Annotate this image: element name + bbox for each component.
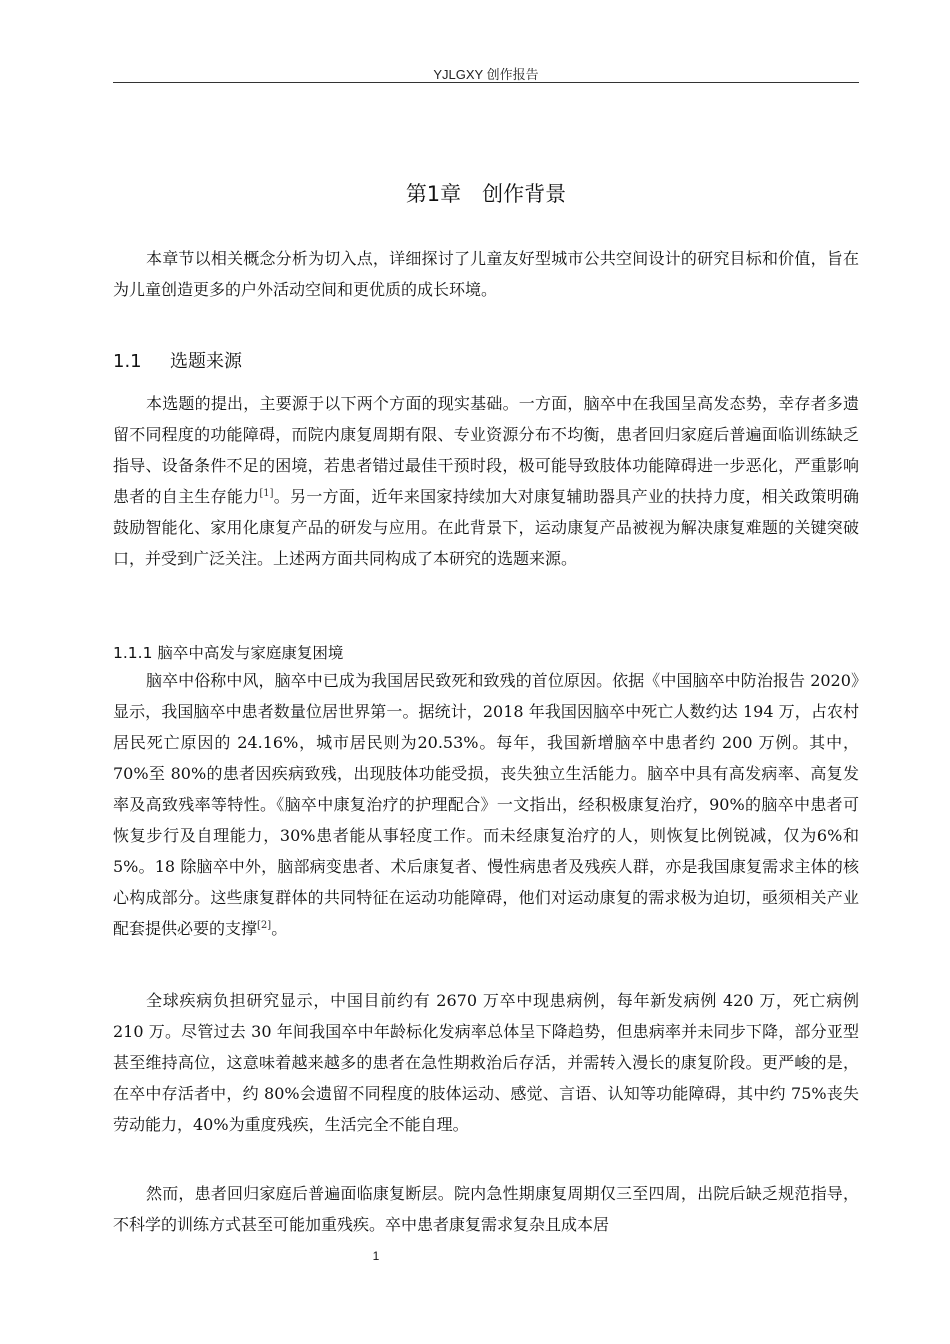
section-paragraph <box>113 388 859 574</box>
subsection-paragraph-1-text: 脑卒中俗称中风，脑卒中已成为我国居民致死和致残的首位原因。依据《中国脑卒中防治报告 2020》显示，我国脑卒中患者数量位居世界第一。据统计，2018 年我国因脑卒中死亡人数约达 194 万，占农村居民死亡原因的 24.16%，城市居民则为20.53%。每年，我国新增脑卒中患者约 200 万例。其中，70%至 80%的患者因疾病致残，出现肢体功能受损，丧失独立生活能力。脑卒中具有高发病率、高复发率及高致残率等特性。《脑卒中康复治疗的护理配合》一文指出，经积极康复治疗，90%的脑卒中患者可恢复步行及自理能力，30%患者能从事轻度工作。而未经康复治疗的人，则恢复比例锐减，仅为6%和 5%。18 除脑卒中外，脑部病变患者、术后康复者、慢性病患者及残疾人群，亦是我国康复需求主体的核心构成部分。这些康复群体的共同特征在运动功能障碍，他们对运动康复的需求极为迫切，亟须相关产业配套提供必要的支撑 <box>113 671 859 938</box>
subsection-title: 脑卒中高发与家庭康复困境 <box>157 644 344 662</box>
page-number: 1 <box>372 1249 380 1263</box>
section-title: 选题来源 <box>170 351 242 372</box>
running-header: YJLGXY 创作报告 <box>433 67 539 82</box>
section-number: 1.1 <box>113 351 142 372</box>
subsection-heading <box>113 641 343 663</box>
section-paragraph-text-end: 。另一方面，近年来国家持续加大对康复辅助器具产业的扶持力度，相关政策明确鼓励智能化、家用化康复产品的研发与应用。在此背景下，运动康复产品被视为解决康复难题的关键突破口，并受到广泛关注。上述两方面共同构成了本研究的选题来源。 <box>113 487 859 568</box>
subsection-paragraph-1-text-end: 。 <box>271 919 288 938</box>
chapter-title: 第1章 创作背景 <box>405 182 567 206</box>
subsection-paragraph-1 <box>113 665 859 944</box>
section-paragraph-text: 本选题的提出，主要源于以下两个方面的现实基础。一方面，脑卒中在我国呈高发态势，幸存者多遗留不同程度的功能障碍，而院内康复周期有限、专业资源分布不均衡，患者回归家庭后普遍面临训练缺乏指导、设备条件不足的困境，若患者错过最佳干预时段，极可能导致肢体功能障碍进一步恶化，严重影响患者的自主生存能力 <box>113 394 859 506</box>
section-heading <box>113 347 242 373</box>
intro-paragraph: 本章节以相关概念分析为切入点，详细探讨了儿童友好型城市公共空间设计的研究目标和价值，旨在为儿童创造更多的户外活动空间和更优质的成长环境。 <box>113 249 859 299</box>
header-divider <box>113 82 859 83</box>
citation-ref-1: [1] <box>259 488 274 499</box>
subsection-number: 1.1.1 <box>113 644 153 662</box>
subsection-paragraph-3: 然而，患者回归家庭后普遍面临康复断层。院内急性期康复周期仅三至四周，出院后缺乏规范指导，不科学的训练方式甚至可能加重残疾。卒中患者康复需求复杂且成本居 <box>113 1184 859 1234</box>
citation-ref-2: [2] <box>257 920 272 931</box>
subsection-paragraph-2: 全球疾病负担研究显示，中国目前约有 2670 万卒中现患病例，每年新发病例 420 万，死亡病例 210 万。尽管过去 30 年间我国卒中年龄标化发病率总体呈下降趋势，但患病率并未同步下降，部分亚型甚至维持高位，这意味着越来越多的患者在急性期救治后存活，并需转入漫长的康复阶段。更严峻的是，在卒中存活者中，约 80%会遗留不同程度的肢体运动、感觉、言语、认知等功能障碍，其中约 75%丧失劳动能力，40%为重度残疾，生活完全不能自理。 <box>113 991 859 1134</box>
